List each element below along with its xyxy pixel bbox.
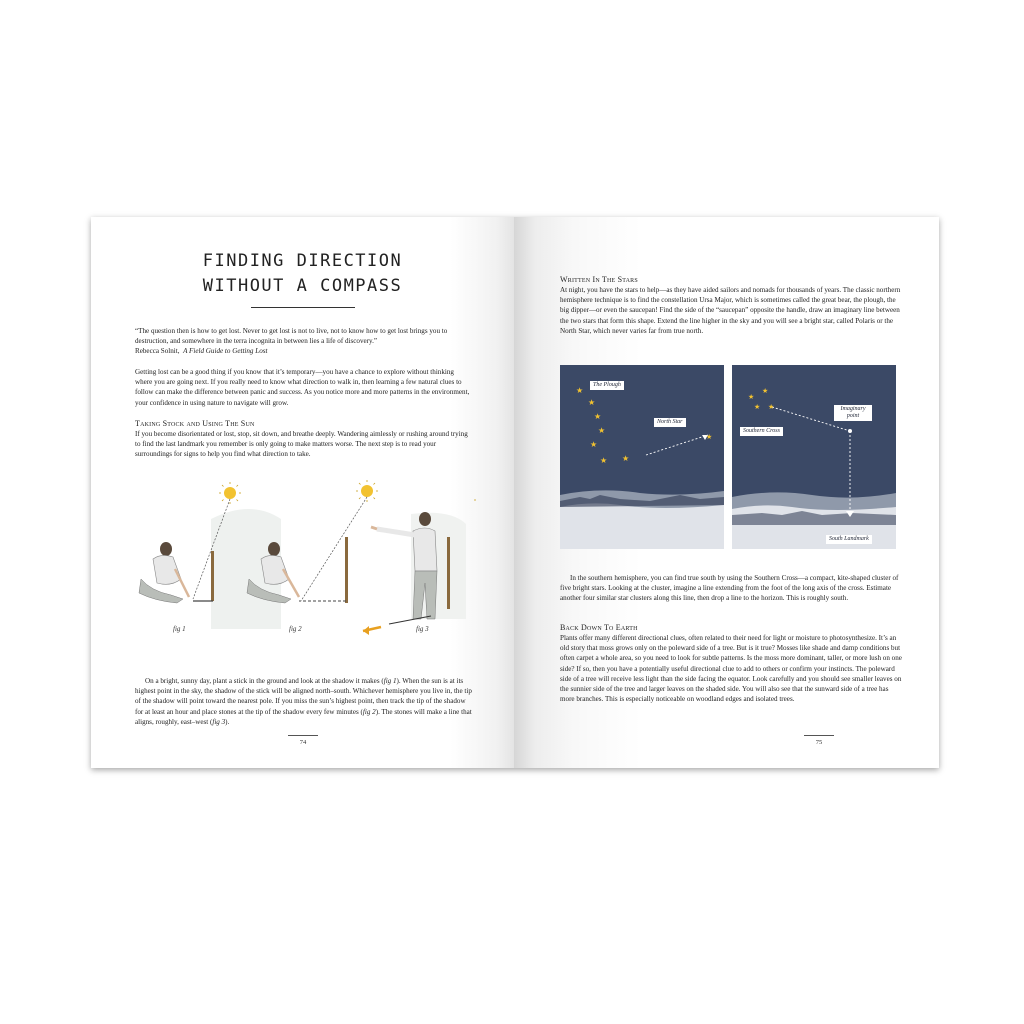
title-line-2: WITHOUT A COMPASS <box>202 276 403 296</box>
svg-text:★: ★ <box>754 403 761 411</box>
book-spread <box>91 217 939 768</box>
section-heading-sun: Taking Stock and Using The Sun <box>135 419 255 428</box>
stick-ref-fig3: fig 3 <box>212 717 226 726</box>
right-page <box>514 217 939 768</box>
page-number-rule <box>288 735 318 736</box>
fig2-label: fig 2 <box>289 625 302 633</box>
fig1-label: fig 1 <box>173 625 186 633</box>
title-divider <box>251 307 355 308</box>
star-icon <box>576 386 712 465</box>
svg-text:★: ★ <box>768 403 775 411</box>
attribution-work: A Field Guide to Getting Lost <box>183 347 268 356</box>
sun-icon <box>474 489 476 511</box>
svg-text:★: ★ <box>588 398 596 407</box>
section-heading-earth: Back Down To Earth <box>560 623 638 632</box>
svg-text:★: ★ <box>600 456 608 465</box>
title-line-1: FINDING DIRECTION <box>202 251 403 271</box>
southern-paragraph: In the southern hemisphere, you can find true south by using the Southern Cross—a compact, kite-shaped cluster of five bright stars. Looking at the cluster, imagine a line extending from the foot of the long axis of the cross. Estimate another four similar star clusters along this line, then drop a line to the horizon. This is roughly south. <box>560 574 899 603</box>
stick-icon <box>211 551 214 601</box>
stick-text-c: ). The stones will make a line that aligns, roughly, east–west ( <box>135 707 472 726</box>
stick-text-d: ). <box>225 717 230 726</box>
svg-text:★: ★ <box>748 393 755 401</box>
stick-ref-fig2: fig 2 <box>362 707 376 716</box>
page-number-rule <box>804 735 834 736</box>
label-south-landmark: South Landmark <box>826 535 872 544</box>
stars-paragraph: At night, you have the stars to help—as they have aided sailors and nomads for thousands of years. The classic northern hemisphere technique is to find the constellation Ursa Major, which is sometimes called the great bear, the plough, the big dipper—or even the saucepan! Find the side of the “saucepan” opposite the handle, draw an imaginary line between the two stars that form this shape. Extend the line higher in the sky and you will see a bright star, called Polaris or the North Star, which never varies far from true north. <box>560 286 901 335</box>
stick-icon <box>447 537 450 609</box>
stick-paragraph <box>135 676 473 727</box>
sun-icon <box>219 482 241 504</box>
label-imaginary-point: Imaginary point <box>834 405 872 421</box>
svg-text:★: ★ <box>594 412 602 421</box>
shadow-stick-illustration <box>131 479 476 639</box>
plough-illustration <box>560 365 724 549</box>
label-the-plough: The Plough <box>590 381 624 390</box>
page-number-right: 75 <box>815 739 823 746</box>
epigraph <box>135 326 473 357</box>
sun-paragraph: If you become disorientated or lost, stop, sit down, and breathe deeply. Wandering aimlessly or rushing around trying to find the last landmark you remember is only going to make matters worse. The next step is to read your surroundings for signs to help you find what direction to take. <box>135 430 468 459</box>
stick-text-a: On a bright, sunny day, plant a stick in the ground and look at the shadow it makes ( <box>145 677 384 685</box>
southern-cross-illustration <box>732 365 896 549</box>
left-page <box>91 217 514 768</box>
epigraph-quote: “The question then is how to get lost. Never to get lost is not to live, not to know how to get lost brings you to destruction, and somewhere in the terra incognita in between lies a life of discovery.” <box>135 327 448 346</box>
svg-text:★: ★ <box>706 433 713 441</box>
epigraph-attribution <box>135 346 473 356</box>
sun-icon <box>356 480 378 502</box>
attribution-name: Rebecca Solnit, <box>135 347 180 356</box>
svg-text:★: ★ <box>576 386 584 395</box>
stick-icon <box>345 537 348 603</box>
page-title <box>91 249 514 299</box>
label-southern-cross: Southern Cross <box>740 427 783 436</box>
label-north-star: North Star <box>654 418 686 427</box>
section-heading-stars: Written In The Stars <box>560 275 638 284</box>
svg-text:★: ★ <box>762 387 769 395</box>
page-number-left: 74 <box>299 739 307 746</box>
earth-paragraph: Plants offer many different directional clues, often related to their need for light or moisture to photosynthesize. It’s an old story that moss grows only on the poleward side of a tree. But is it true? Mosses like shade and damp conditions but often carpet a whole area, so you need to look for subtle patterns. Is the moss more dominant, taller, or more lush on one side? If so, then you have a potentially useful directional clue to add to others or confirm your instincts. The poleward side of a tree will receive less light than the side facing the equator. Look carefully and you should see smaller leaves on the sunnier side of the tree and larger leaves on the shaded side. You will also see that the sunward side of a tree has more branches. This is especially noticeable on woodland edges and isolated trees. <box>560 634 902 704</box>
svg-text:★: ★ <box>622 454 630 463</box>
stick-text-b: ). When the sun is at its highest point in the sky, the shadow of the stick will be aligned north–south. Whichever hemisphere you live in, the tip of the shadow will point toward the nearest pole. If you miss the sun’s highest point, then track the tip of the shadow for at least an hour and place stones at the tip of the shadow every few minutes ( <box>135 677 472 716</box>
stick-ref-fig1: fig 1 <box>383 677 397 685</box>
star-icon <box>748 387 774 411</box>
fig3-label: fig 3 <box>416 625 429 633</box>
svg-text:★: ★ <box>598 426 606 435</box>
intro-paragraph: Getting lost can be a good thing if you know that it’s temporary—you have a chance to explore without thinking where you are going next. If you really need to know what direction to walk in, then learning a few natural clues to follow can make the difference between panic and success. As you notice more and more patterns in the environment, your confidence in using nature to navigate will grow. <box>135 368 470 407</box>
svg-text:★: ★ <box>590 440 598 449</box>
